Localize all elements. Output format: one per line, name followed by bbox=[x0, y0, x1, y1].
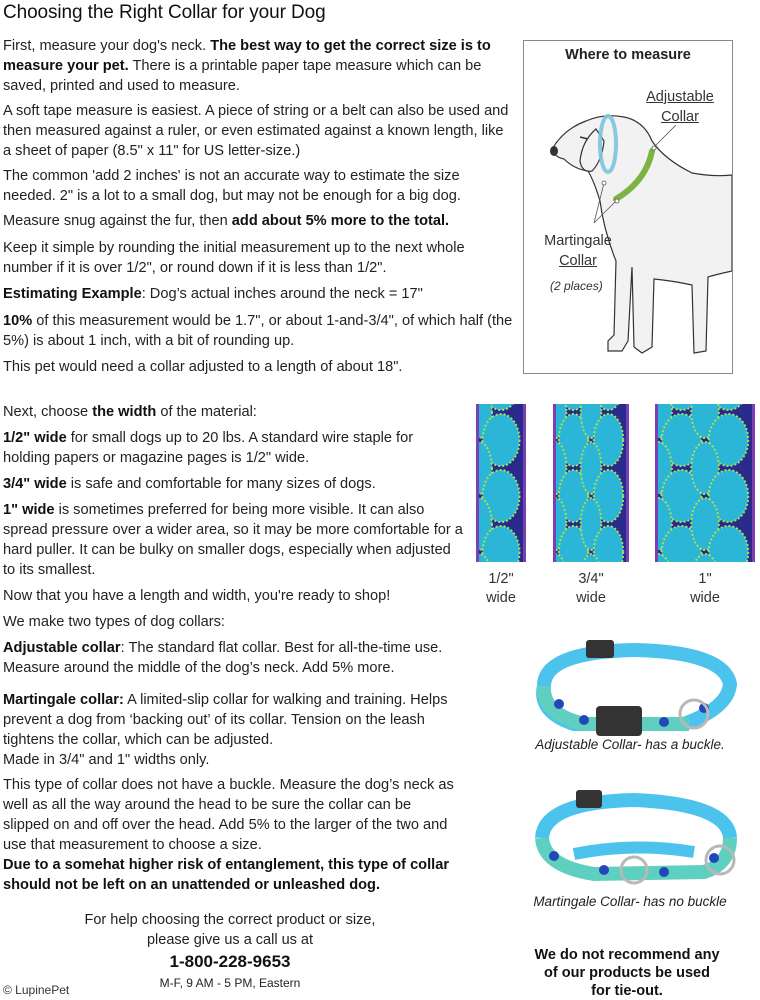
text: Made in 3/4" and 1" widths only. bbox=[3, 752, 210, 768]
text: wide bbox=[690, 590, 720, 606]
text: Collar bbox=[661, 109, 699, 125]
martingale-measure-note: This type of collar does not have a buckle. Measure the dog’s neck as well as all the way around the head to be sure the collar can be slipped on and off over the head. Add 5% to the larger of the two and use that measurement to choose a size. bbox=[3, 777, 454, 853]
text: wide bbox=[486, 590, 516, 606]
adjustable-collar-photo bbox=[514, 636, 750, 736]
text: Adjustable bbox=[646, 89, 714, 105]
text-bold: The best way to get the correct size is to measure your pet. bbox=[3, 38, 491, 74]
text: of our products be used bbox=[544, 965, 710, 981]
martingale-collar-label bbox=[530, 231, 626, 271]
text: 1" bbox=[698, 571, 712, 587]
text: Measure snug against the fur, then bbox=[3, 213, 232, 229]
text: for tie-out. bbox=[591, 983, 663, 999]
collar-types-intro: We make two types of dog collars: bbox=[3, 614, 225, 630]
copyright: © LupinePet bbox=[3, 983, 70, 997]
page-title: Choosing the Right Collar for your Dog bbox=[3, 2, 326, 23]
swatch-one-inch bbox=[655, 404, 755, 562]
text: A limited-slip collar for walking and training. Helps prevent a dog from ‘backing out’ of its collar. Tension on the leash tightens the collar, which can be adjusted. bbox=[3, 692, 448, 748]
width-half-inch bbox=[3, 428, 463, 468]
text: of this measurement would be 1.7", or about 1-and-3/4", of which half (the 5%) is about 1 inch, with a bit of rounding up. bbox=[3, 313, 513, 349]
text: of the material: bbox=[156, 404, 257, 420]
martingale-collar-desc bbox=[3, 690, 453, 770]
text: Martingale bbox=[544, 233, 612, 249]
swatch-half-inch bbox=[476, 404, 526, 562]
width-intro bbox=[3, 402, 463, 422]
text-bold: 3/4" wide bbox=[3, 476, 67, 492]
text: is safe and comfortable for many sizes of dogs. bbox=[66, 476, 376, 492]
text: : Dog’s actual inches around the neck = 17" bbox=[141, 286, 423, 302]
help-line-2: please give us a call us at bbox=[146, 932, 314, 948]
text-bold: 1" wide bbox=[3, 502, 55, 518]
text-bold: 10% bbox=[3, 313, 33, 329]
text: wide bbox=[576, 590, 606, 606]
text: is sometimes preferred for being more visible. It can also spread pressure over a wider area, so it may be more comfortable for a hard puller. It can be bulky on smaller dogs, especially when adjusted to its smallest. bbox=[3, 502, 463, 578]
text: for small dogs up to 20 lbs. A standard wire staple for holding papers or magazine pages is 1/2" wide. bbox=[3, 430, 414, 466]
text: There is a printable paper tape measure which can be saved, printed and used to measure. bbox=[3, 58, 482, 94]
measure-paragraph-1 bbox=[3, 36, 513, 96]
measure-paragraph-7 bbox=[3, 311, 513, 351]
width-three-quarter-inch bbox=[3, 474, 463, 494]
measure-paragraph-3: The common 'add 2 inches' is not an accurate way to estimate the size needed. 2" is a lot to a small dog, but may not be enough for a big dog. bbox=[3, 168, 461, 204]
swatch-label-half bbox=[466, 570, 536, 608]
ready-to-shop: Now that you have a length and width, you're ready to shop! bbox=[3, 588, 391, 604]
business-hours: M-F, 9 AM - 5 PM, Eastern bbox=[159, 976, 301, 990]
text: Next, choose bbox=[3, 404, 93, 420]
adjustable-collar-desc bbox=[3, 638, 473, 678]
measure-paragraph-5: Keep it simple by rounding the initial measurement up to the next whole number if it is over 1/2", or round down if it is less than 1/2". bbox=[3, 240, 465, 276]
two-places-note: (2 places) bbox=[550, 279, 603, 293]
measure-paragraph-4 bbox=[3, 211, 513, 231]
swatch-label-one bbox=[670, 570, 740, 608]
text-bold: the width bbox=[92, 404, 157, 420]
estimating-example bbox=[3, 284, 513, 304]
diagram-title: Where to measure bbox=[565, 47, 691, 63]
phone-number[interactable]: 1-800-228-9653 bbox=[169, 952, 291, 971]
text-bold: Estimating Example bbox=[3, 286, 142, 302]
width-one-inch bbox=[3, 500, 463, 580]
help-line-1: For help choosing the correct product or size, bbox=[84, 912, 376, 928]
text-bold: add about 5% more to the total. bbox=[231, 213, 450, 229]
text: Collar bbox=[559, 253, 597, 269]
where-to-measure-diagram bbox=[523, 40, 733, 374]
martingale-collar-photo bbox=[514, 786, 750, 886]
measure-paragraph-2: A soft tape measure is easiest. A piece of string or a belt can also be used and then measured against a ruler, or even estimated against a known length, like a sheet of paper (8.5" x 11" for US letter-size.) bbox=[3, 103, 509, 159]
swatch-three-quarter-inch bbox=[553, 404, 629, 562]
swatch-label-three-quarter bbox=[556, 570, 626, 608]
tie-out-notice bbox=[512, 946, 742, 1000]
text-bold: Martingale collar: bbox=[3, 692, 124, 708]
text: 3/4" bbox=[578, 571, 604, 587]
adjustable-collar-label bbox=[634, 87, 726, 127]
measure-paragraph-8: This pet would need a collar adjusted to a length of about 18". bbox=[3, 359, 403, 375]
text: : The standard flat collar. Best for all-the-time use. Measure around the middle of the dog’s neck. Add 5% more. bbox=[3, 640, 443, 676]
text: We do not recommend any bbox=[534, 947, 720, 963]
text-bold: 1/2" wide bbox=[3, 430, 67, 446]
text-bold: Adjustable collar bbox=[3, 640, 121, 656]
martingale-collar-caption: Martingale Collar- has no buckle bbox=[533, 894, 727, 909]
entanglement-warning: Due to a somehat higher risk of entanglement, this type of collar should not be left on an unattended or unleashed dog. bbox=[3, 857, 450, 893]
text: 1/2" bbox=[488, 571, 514, 587]
text: First, measure your dog's neck. bbox=[3, 38, 211, 54]
adjustable-collar-caption: Adjustable Collar- has a buckle. bbox=[535, 737, 725, 752]
